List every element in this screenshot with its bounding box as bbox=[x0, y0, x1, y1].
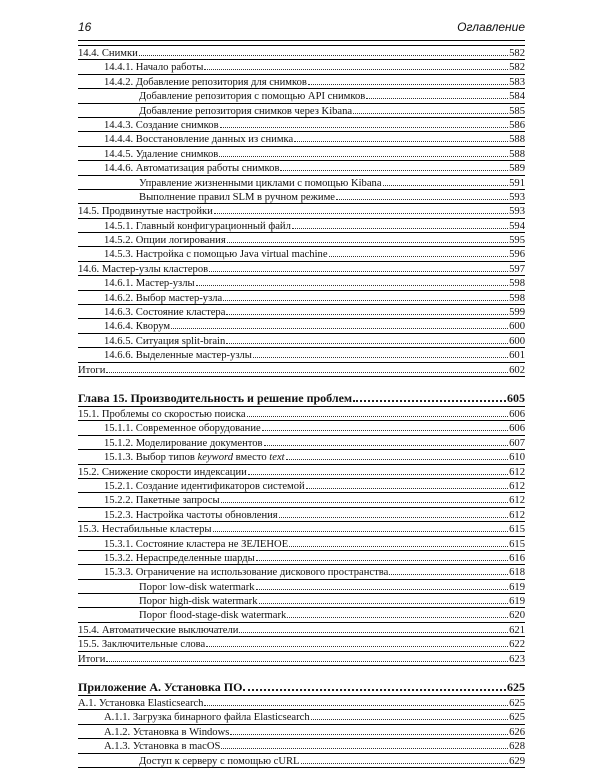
dot-leader bbox=[220, 118, 509, 128]
dot-leader bbox=[336, 190, 508, 200]
entry-page-number: 610 bbox=[509, 452, 525, 464]
entry-title: A.1.3. Установка в macOS bbox=[104, 741, 221, 753]
entry-page-number: 585 bbox=[509, 105, 525, 117]
entry-title: A.1.2. Установка в Windows bbox=[104, 726, 230, 738]
toc-entry[interactable] bbox=[78, 565, 525, 579]
entry-title: 15.2.1. Создание идентификаторов системой bbox=[104, 480, 305, 492]
chapter-page-number: 605 bbox=[507, 390, 525, 405]
entry-title: 15.3.1. Состояние кластера не ЗЕЛЕНОЕ bbox=[104, 538, 289, 550]
dot-leader bbox=[196, 276, 508, 286]
entry-page-number: 583 bbox=[509, 76, 525, 88]
entry-title: 14.4.6. Автоматизация работы снимков bbox=[104, 163, 280, 175]
entry-page-number: 586 bbox=[509, 119, 525, 131]
entry-page-number: 589 bbox=[509, 163, 525, 175]
toc-entry[interactable] bbox=[78, 407, 525, 421]
toc-entry[interactable] bbox=[78, 508, 525, 522]
entry-title: 14.5.3. Настройка с помощью Java virtual machine bbox=[104, 249, 328, 261]
toc-entry[interactable] bbox=[78, 348, 525, 362]
dot-leader bbox=[279, 508, 508, 518]
entry-page-number: 620 bbox=[509, 610, 525, 622]
dot-leader bbox=[206, 637, 508, 647]
dot-leader bbox=[227, 233, 508, 243]
entry-title: 14.4.2. Добавление репозитория для снимков bbox=[104, 76, 307, 88]
toc-entry[interactable] bbox=[78, 551, 525, 565]
entry-page-number: 598 bbox=[509, 292, 525, 304]
entry-page-number: 582 bbox=[509, 48, 525, 59]
entry-title: Порог low-disk watermark bbox=[139, 581, 255, 593]
toc-entry[interactable] bbox=[78, 652, 525, 666]
entry-page-number: 602 bbox=[509, 364, 525, 376]
toc-chapter-entry[interactable] bbox=[78, 679, 525, 696]
toc-entry[interactable] bbox=[78, 60, 525, 74]
entry-page-number: 600 bbox=[509, 321, 525, 333]
dot-leader bbox=[301, 754, 509, 764]
entry-page-number: 606 bbox=[509, 408, 525, 420]
toc-entry[interactable] bbox=[78, 276, 525, 290]
toc-entry[interactable] bbox=[78, 147, 525, 161]
toc-entry[interactable] bbox=[78, 319, 525, 333]
entry-page-number: 597 bbox=[509, 263, 525, 275]
entry-page-number: 607 bbox=[509, 437, 525, 449]
toc-entry[interactable] bbox=[78, 291, 525, 305]
dot-leader bbox=[204, 696, 508, 706]
dot-leader bbox=[264, 436, 509, 446]
chapter-title: Приложение А. Установка ПО bbox=[78, 680, 243, 695]
dot-leader bbox=[256, 580, 509, 590]
entry-title: 14.6.2. Выбор мастер-узла bbox=[104, 292, 223, 304]
entry-title: Доступ к серверу с помощью cURL bbox=[139, 755, 300, 767]
toc-entry[interactable] bbox=[78, 739, 525, 753]
toc-entry[interactable] bbox=[78, 754, 525, 768]
dot-leader bbox=[253, 348, 508, 358]
chapter-page-number: 625 bbox=[507, 680, 525, 695]
toc-entry[interactable] bbox=[78, 479, 525, 493]
entry-page-number: 612 bbox=[509, 509, 525, 521]
toc-entry[interactable] bbox=[78, 623, 525, 637]
dot-leader bbox=[239, 623, 508, 633]
dot-leader bbox=[204, 60, 508, 70]
toc-chapter-entry[interactable] bbox=[78, 390, 525, 407]
entry-title: A.1. Установка Elasticsearch bbox=[78, 698, 204, 710]
entry-page-number: 612 bbox=[509, 480, 525, 492]
entry-page-number: 593 bbox=[509, 191, 525, 203]
toc-entry[interactable] bbox=[78, 46, 525, 60]
dot-leader bbox=[209, 262, 508, 272]
entry-page-number: 594 bbox=[509, 220, 525, 232]
toc-entry[interactable] bbox=[78, 725, 525, 739]
entry-title: 15.1.2. Моделирование документов bbox=[104, 437, 263, 449]
toc-entry[interactable] bbox=[78, 493, 525, 507]
toc-entry[interactable] bbox=[78, 696, 525, 710]
toc-entry[interactable] bbox=[78, 247, 525, 261]
dot-leader bbox=[248, 465, 508, 475]
entry-page-number: 606 bbox=[509, 423, 525, 435]
entry-title: Добавление репозитория с помощью API снимков bbox=[139, 91, 366, 103]
toc-entry[interactable] bbox=[78, 262, 525, 276]
toc-entry[interactable] bbox=[78, 204, 525, 218]
dot-leader bbox=[226, 334, 508, 344]
entry-page-number: 625 bbox=[509, 698, 525, 710]
dot-leader bbox=[214, 204, 508, 214]
toc-entry[interactable] bbox=[78, 363, 525, 377]
dot-leader bbox=[171, 319, 508, 329]
entry-title: 15.3. Нестабильные кластеры bbox=[78, 524, 212, 536]
entry-title: 15.2.2. Пакетные запросы bbox=[104, 495, 220, 507]
entry-page-number: 600 bbox=[509, 335, 525, 347]
toc-entry[interactable] bbox=[78, 233, 525, 247]
entry-page-number: 621 bbox=[509, 624, 525, 636]
dot-leader bbox=[223, 291, 508, 301]
entry-title: 14.6.3. Состояние кластера bbox=[104, 307, 226, 319]
toc-entry[interactable] bbox=[78, 522, 525, 536]
toc-entry[interactable] bbox=[78, 710, 525, 724]
entry-page-number: 612 bbox=[509, 466, 525, 478]
toc-entry[interactable] bbox=[78, 118, 525, 132]
toc-entry[interactable] bbox=[78, 580, 525, 594]
dot-leader bbox=[106, 652, 508, 662]
entry-title: 15.2. Снижение скорости индексации bbox=[78, 466, 247, 478]
toc-entry[interactable] bbox=[78, 104, 525, 118]
toc-entry[interactable] bbox=[78, 608, 525, 622]
entry-title: 15.5. Заключительные слова bbox=[78, 639, 206, 651]
entry-page-number: 584 bbox=[509, 91, 525, 103]
entry-page-number: 595 bbox=[509, 235, 525, 247]
entry-page-number: 615 bbox=[509, 524, 525, 536]
entry-page-number: 622 bbox=[509, 639, 525, 651]
entry-title: 14.6.4. Кворум bbox=[104, 321, 171, 333]
dot-leader bbox=[280, 161, 508, 171]
toc-entry[interactable] bbox=[78, 465, 525, 479]
dot-leader bbox=[308, 75, 508, 85]
entry-title: 14.4.4. Восстановление данных из снимка bbox=[104, 134, 294, 146]
entry-title: Итоги bbox=[78, 364, 106, 376]
entry-title: 14.4.5. Удаление снимков bbox=[104, 148, 219, 160]
entry-title: 14.4.3. Создание снимков bbox=[104, 119, 219, 131]
entry-page-number: 588 bbox=[509, 134, 525, 146]
entry-page-number: 599 bbox=[509, 307, 525, 319]
entry-page-number: 615 bbox=[509, 538, 525, 550]
toc-entry[interactable] bbox=[78, 594, 525, 608]
dot-leader bbox=[294, 132, 508, 142]
entry-title: 14.6.6. Выделенные мастер-узлы bbox=[104, 350, 252, 362]
dot-leader bbox=[289, 537, 508, 547]
dot-leader bbox=[213, 522, 509, 532]
entry-title: 14.5.1. Главный конфигурационный файл bbox=[104, 220, 291, 232]
dot-leader bbox=[292, 219, 508, 229]
entry-page-number: 629 bbox=[509, 755, 525, 767]
dot-leader bbox=[230, 725, 508, 735]
toc-entry[interactable] bbox=[78, 421, 525, 435]
entry-title: Выполнение правил SLM в ручном режиме bbox=[139, 191, 336, 203]
table-of-contents bbox=[78, 45, 525, 768]
running-title: Оглавление bbox=[457, 20, 525, 34]
entry-title: Добавление репозитория снимков через Kibana bbox=[139, 105, 353, 117]
toc-entry[interactable] bbox=[78, 305, 525, 319]
entry-title: 15.2.3. Настройка частоты обновления bbox=[104, 509, 278, 521]
toc-entry[interactable] bbox=[78, 436, 525, 450]
entry-page-number: 593 bbox=[509, 206, 525, 218]
entry-title: Порог high-disk watermark bbox=[139, 596, 258, 608]
entry-title: 15.3.3. Ограничение на использование дискового пространства bbox=[104, 567, 389, 579]
dot-leader bbox=[247, 407, 509, 417]
dot-leader bbox=[366, 89, 508, 99]
toc-entry[interactable] bbox=[78, 537, 525, 551]
dot-leader bbox=[243, 679, 506, 691]
toc-entry[interactable] bbox=[78, 161, 525, 175]
dot-leader bbox=[329, 247, 509, 257]
entry-page-number: 601 bbox=[509, 350, 525, 362]
entry-title: Итоги bbox=[78, 653, 106, 665]
entry-page-number: 625 bbox=[509, 712, 525, 724]
entry-title: 15.3.2. Нераспределенные шарды bbox=[104, 552, 255, 564]
dot-leader bbox=[383, 176, 509, 186]
toc-entry[interactable] bbox=[78, 219, 525, 233]
dot-leader bbox=[226, 305, 508, 315]
entry-page-number: 628 bbox=[509, 741, 525, 753]
dot-leader bbox=[389, 565, 508, 575]
entry-title: 15.4. Автоматические выключатели bbox=[78, 624, 239, 636]
toc-entry[interactable] bbox=[78, 190, 525, 204]
chapter-title: Глава 15. Производительность и решение проблем bbox=[78, 390, 353, 405]
entry-title: 14.5. Продвинутые настройки bbox=[78, 206, 213, 218]
dot-leader bbox=[311, 710, 508, 720]
entry-title-part: вместо bbox=[233, 452, 270, 464]
dot-leader bbox=[106, 363, 508, 373]
entry-page-number: 582 bbox=[509, 62, 525, 74]
dot-leader bbox=[221, 493, 509, 503]
entry-page-number: 619 bbox=[509, 596, 525, 608]
dot-leader bbox=[139, 46, 508, 56]
entry-page-number: 598 bbox=[509, 278, 525, 290]
section-gap bbox=[78, 666, 525, 679]
entry-title-part: 15.1.3. Выбор типов bbox=[104, 452, 198, 464]
dot-leader bbox=[221, 739, 508, 749]
entry-page-number: 619 bbox=[509, 581, 525, 593]
entry-page-number: 626 bbox=[509, 726, 525, 738]
entry-page-number: 623 bbox=[509, 653, 525, 665]
entry-page-number: 612 bbox=[509, 495, 525, 507]
page-header bbox=[78, 18, 525, 41]
section-gap bbox=[78, 377, 525, 390]
entry-page-number: 596 bbox=[509, 249, 525, 261]
entry-title: 15.1.1. Современное оборудование bbox=[104, 423, 261, 435]
dot-leader bbox=[256, 551, 508, 561]
entry-title: 14.6.1. Мастер-узлы bbox=[104, 278, 195, 290]
entry-keyword: keyword bbox=[197, 452, 234, 464]
page-number: 16 bbox=[78, 20, 92, 34]
entry-title: A.1.1. Загрузка бинарного файла Elasticsearch bbox=[104, 712, 310, 724]
dot-leader bbox=[353, 104, 508, 114]
entry-title: 15.1. Проблемы со скоростью поиска bbox=[78, 408, 246, 420]
dot-leader bbox=[287, 608, 508, 618]
toc-entry[interactable] bbox=[78, 637, 525, 651]
entry-title: Порог flood-stage-disk watermark bbox=[139, 610, 287, 622]
entry-page-number: 618 bbox=[509, 567, 525, 579]
toc-entry[interactable] bbox=[78, 176, 525, 190]
dot-leader bbox=[353, 390, 506, 402]
entry-title bbox=[104, 451, 285, 464]
toc-entry[interactable] bbox=[78, 450, 525, 464]
entry-title: 14.4. Снимки bbox=[78, 48, 138, 59]
dot-leader bbox=[219, 147, 508, 157]
toc-entry[interactable] bbox=[78, 89, 525, 103]
dot-leader bbox=[286, 450, 509, 460]
entry-title: Управление жизненными циклами с помощью Kibana bbox=[139, 177, 382, 189]
toc-entry[interactable] bbox=[78, 75, 525, 89]
entry-page-number: 616 bbox=[509, 552, 525, 564]
entry-title: 14.4.1. Начало работы bbox=[104, 62, 204, 74]
entry-keyword: text bbox=[269, 452, 285, 464]
toc-entry[interactable] bbox=[78, 334, 525, 348]
entry-title: 14.6. Мастер-узлы кластеров bbox=[78, 263, 209, 275]
toc-entry[interactable] bbox=[78, 132, 525, 146]
dot-leader bbox=[259, 594, 509, 604]
entry-page-number: 591 bbox=[509, 177, 525, 189]
entry-title: 14.6.5. Ситуация split-brain bbox=[104, 335, 226, 347]
dot-leader bbox=[306, 479, 508, 489]
entry-page-number: 588 bbox=[509, 148, 525, 160]
entry-title: 14.5.2. Опции логирования bbox=[104, 235, 226, 247]
dot-leader bbox=[262, 421, 508, 431]
